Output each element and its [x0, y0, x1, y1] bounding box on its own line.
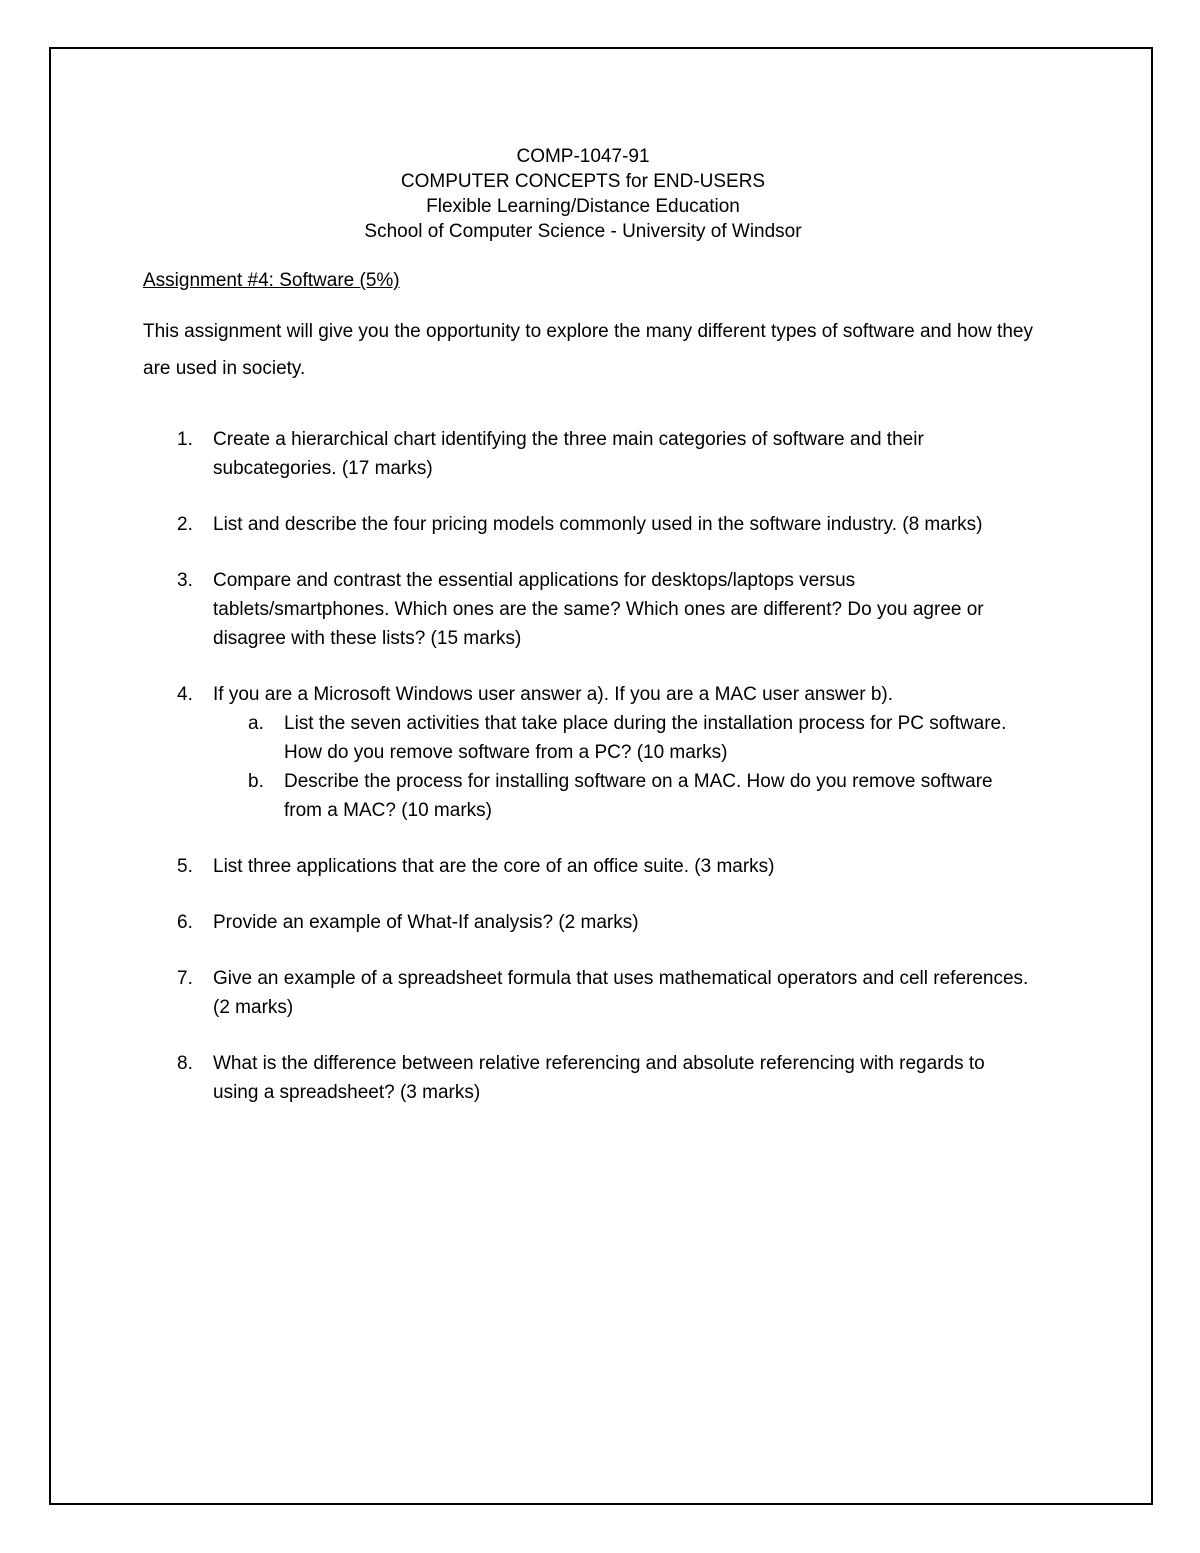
sub-question-letter: a.	[248, 713, 264, 734]
question-item	[143, 566, 1033, 653]
course-title: COMPUTER CONCEPTS for END-USERS	[400, 171, 766, 192]
question-text: List and describe the four pricing models commonly used in the software industry. (8 marks)	[213, 514, 983, 535]
question-item	[143, 964, 1033, 1022]
question-item	[143, 1049, 1033, 1107]
question-item	[143, 908, 1033, 937]
school-name: School of Computer Science - University of Windsor	[364, 221, 802, 242]
course-code: COMP-1047-91	[516, 146, 650, 167]
question-text: Create a hierarchical chart identifying the three main categories of software and their subcategories. (17 marks)	[213, 429, 924, 479]
question-item	[143, 680, 1033, 825]
sub-question-letter: b.	[248, 771, 264, 792]
sub-question-list	[213, 709, 1033, 825]
question-text: What is the difference between relative referencing and absolute referencing with regards to using a spreadsheet? (3 marks)	[213, 1053, 985, 1103]
sub-question-text: Describe the process for installing software on a MAC. How do you remove software from a MAC? (10 marks)	[284, 771, 993, 821]
question-text: List three applications that are the core of an office suite. (3 marks)	[213, 856, 775, 877]
question-text: If you are a Microsoft Windows user answer a). If you are a MAC user answer b).	[213, 684, 894, 705]
question-text: Provide an example of What-If analysis? (2 marks)	[213, 912, 639, 933]
document-header	[133, 144, 1033, 244]
question-number: 1.	[177, 429, 193, 450]
question-number: 2.	[177, 514, 193, 535]
question-number: 8.	[177, 1053, 193, 1074]
question-list	[143, 425, 1033, 1107]
question-text: Give an example of a spreadsheet formula that uses mathematical operators and cell references. (2 marks)	[213, 968, 1029, 1018]
question-number: 6.	[177, 912, 193, 933]
question-number: 7.	[177, 968, 193, 989]
sub-question-item	[213, 709, 1033, 767]
question-number: 4.	[177, 684, 193, 705]
sub-question-text: List the seven activities that take place during the installation process for PC software. How do you remove software from a PC? (10 marks)	[284, 713, 1007, 763]
intro-paragraph: This assignment will give you the opportunity to explore the many different types of software and how they are used in society.	[143, 321, 1033, 379]
assignment-title: Assignment #4: Software (5%)	[143, 270, 400, 291]
program-name: Flexible Learning/Distance Education	[426, 196, 740, 217]
question-number: 3.	[177, 570, 193, 591]
document-body	[143, 144, 1033, 1134]
question-item	[143, 852, 1033, 881]
question-text: Compare and contrast the essential applications for desktops/laptops versus tablets/smartphones. Which ones are the same? Which ones are different? Do you agree or disagree with these lists? (15 marks)	[213, 570, 984, 649]
question-item	[143, 425, 1033, 483]
sub-question-item	[213, 767, 1033, 825]
question-item	[143, 510, 1033, 539]
question-number: 5.	[177, 856, 193, 877]
